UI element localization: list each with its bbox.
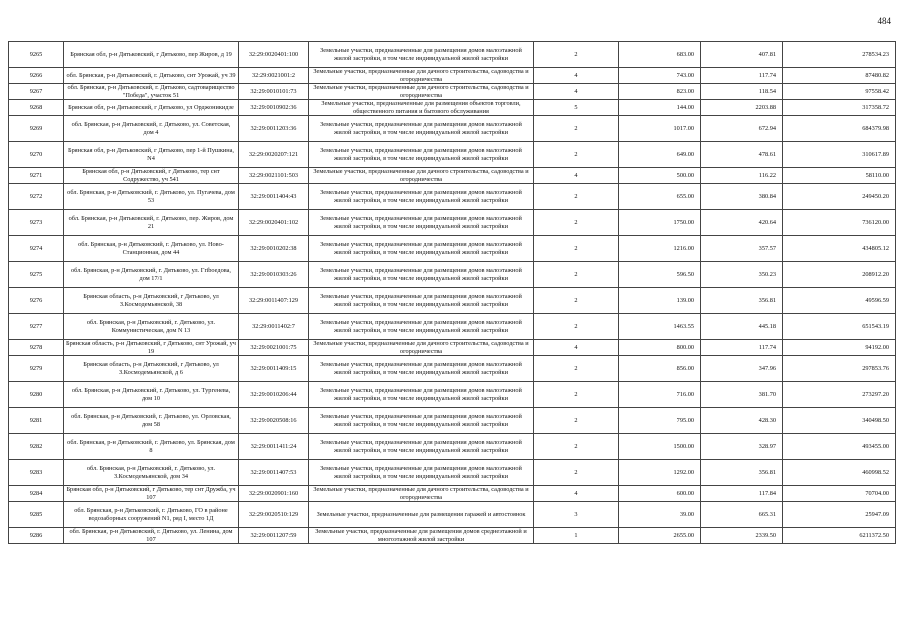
cadastral-value-cell: 25947.09 (783, 502, 896, 528)
cadastral-number-cell: 32:29:0021001:75 (239, 340, 309, 356)
row-number-cell: 9277 (9, 314, 64, 340)
address-cell: обл. Брянская, р-н Дятьковский, г. Дятьково, ул. Гribоедова, дом 17/1 (64, 262, 239, 288)
group-cell: 2 (534, 314, 619, 340)
row-number-cell: 9270 (9, 142, 64, 168)
group-cell: 2 (534, 356, 619, 382)
table-body (9, 42, 896, 544)
table-row (9, 434, 896, 460)
address-cell: обл. Брянская, р-н Дятьковский, г. Дятьково, снт Урожай, уч 39 (64, 68, 239, 84)
group-cell: 2 (534, 142, 619, 168)
specific-value-cell: 347.96 (701, 356, 783, 382)
table-row (9, 486, 896, 502)
area-cell: 596.50 (619, 262, 701, 288)
table-row (9, 116, 896, 142)
page-number: 484 (877, 16, 891, 26)
land-use-cell: Земельные участки, предназначенные для размещения объектов торговли, общественного питания и бытового обслуживания (309, 100, 534, 116)
specific-value-cell: 407.81 (701, 42, 783, 68)
address-cell: обл. Брянская, р-н Дятьковский, г. Дятьково, пер. Жиров, дом 21 (64, 210, 239, 236)
cadastral-number-cell: 32:29:0011404:43 (239, 184, 309, 210)
area-cell: 500.00 (619, 168, 701, 184)
specific-value-cell: 356.81 (701, 460, 783, 486)
area-cell: 1750.00 (619, 210, 701, 236)
table-row (9, 84, 896, 100)
specific-value-cell: 357.57 (701, 236, 783, 262)
specific-value-cell: 2203.88 (701, 100, 783, 116)
land-use-cell: Земельные участки, предназначенные для размещения домов малоэтажной жилой застройки, в том числе индивидуальной жилой застройки (309, 408, 534, 434)
group-cell: 5 (534, 100, 619, 116)
area-cell: 683.00 (619, 42, 701, 68)
area-cell: 1500.00 (619, 434, 701, 460)
cadastral-value-cell: 70704.00 (783, 486, 896, 502)
address-cell: обл. Брянская, р-н Дятьковский, г. Дятьково, ул. Коммунистическая, дом N 13 (64, 314, 239, 340)
land-use-cell: Земельные участки, предназначенные для размещения домов малоэтажной жилой застройки, в том числе индивидуальной жилой застройки (309, 210, 534, 236)
cadastral-number-cell: 32:29:0011203:36 (239, 116, 309, 142)
land-use-cell: Земельные участки, предназначенные для дачного строительства, садоводства и огородничества (309, 340, 534, 356)
row-number-cell: 9276 (9, 288, 64, 314)
group-cell: 4 (534, 168, 619, 184)
row-number-cell: 9268 (9, 100, 64, 116)
table-row (9, 408, 896, 434)
address-cell: Брянская область, р-н Дятьковский, г Дятьково, ул З.Космодемьянской, д 6 (64, 356, 239, 382)
address-cell: Брянская обл, р-н Дятьковский, г Дятьково, пер 1-й Пушкина, N4 (64, 142, 239, 168)
land-use-cell: Земельные участки, предназначенные для размещения домов малоэтажной жилой застройки, в том числе индивидуальной жилой застройки (309, 434, 534, 460)
cadastral-number-cell: 32:29:0021001:2 (239, 68, 309, 84)
area-cell: 800.00 (619, 340, 701, 356)
area-cell: 1017.00 (619, 116, 701, 142)
table-row (9, 314, 896, 340)
address-cell: обл. Брянская, р-н Дятьковский, г. Дятьково, ул. З.Космодемьянской, дом 34 (64, 460, 239, 486)
land-use-cell: Земельные участки, предназначенные для размещения домов малоэтажной жилой застройки, в том числе индивидуальной жилой застройки (309, 42, 534, 68)
cadastral-value-cell: 49596.59 (783, 288, 896, 314)
cadastral-number-cell: 32:29:0011407:129 (239, 288, 309, 314)
land-use-cell: Земельные участки, предназначенные для размещения домов малоэтажной жилой застройки, в том числе индивидуальной жилой застройки (309, 142, 534, 168)
group-cell: 2 (534, 42, 619, 68)
area-cell: 856.00 (619, 356, 701, 382)
table-row (9, 68, 896, 84)
group-cell: 4 (534, 84, 619, 100)
area-cell: 649.00 (619, 142, 701, 168)
address-cell: обл. Брянская, р-н Дятьковский, г. Дятьково, ул. Ново-Станционная, дом 44 (64, 236, 239, 262)
area-cell: 39.00 (619, 502, 701, 528)
cadastral-number-cell: 32:29:0011409:15 (239, 356, 309, 382)
specific-value-cell: 117.74 (701, 68, 783, 84)
cadastral-number-cell: 32:29:0010303:26 (239, 262, 309, 288)
cadastral-value-cell: 97558.42 (783, 84, 896, 100)
land-use-cell: Земельные участки, предназначенные для размещения гаражей и автостоянок (309, 502, 534, 528)
land-use-cell: Земельные участки, предназначенные для дачного строительства, садоводства и огородничества (309, 486, 534, 502)
specific-value-cell: 665.31 (701, 502, 783, 528)
row-number-cell: 9273 (9, 210, 64, 236)
cadastral-value-cell: 684379.98 (783, 116, 896, 142)
cadastral-value-cell: 434805.12 (783, 236, 896, 262)
row-number-cell: 9282 (9, 434, 64, 460)
area-cell: 600.00 (619, 486, 701, 502)
row-number-cell: 9284 (9, 486, 64, 502)
cadastral-number-cell: 32:29:0010101:73 (239, 84, 309, 100)
address-cell: обл. Брянская, р-н Дятьковский, г. Дятьково, ул. Тургенева, дом 10 (64, 382, 239, 408)
row-number-cell: 9267 (9, 84, 64, 100)
specific-value-cell: 356.81 (701, 288, 783, 314)
table-row (9, 528, 896, 544)
table-row (9, 356, 896, 382)
table-row (9, 210, 896, 236)
cadastral-number-cell: 32:29:0020901:160 (239, 486, 309, 502)
cadastral-number-cell: 32:29:0021101:503 (239, 168, 309, 184)
specific-value-cell: 445.18 (701, 314, 783, 340)
cadastral-value-cell: 493455.00 (783, 434, 896, 460)
cadastral-number-cell: 32:29:0010202:38 (239, 236, 309, 262)
land-use-cell: Земельные участки, предназначенные для размещения домов малоэтажной жилой застройки, в том числе индивидуальной жилой застройки (309, 356, 534, 382)
address-cell: Брянская обл, р-н Дятьковский, г Дятьково, тер снт Содружество, уч 541 (64, 168, 239, 184)
area-cell: 716.00 (619, 382, 701, 408)
land-use-cell: Земельные участки, предназначенные для размещения домов малоэтажной жилой застройки, в том числе индивидуальной жилой застройки (309, 314, 534, 340)
cadastral-value-cell: 736120.00 (783, 210, 896, 236)
group-cell: 4 (534, 68, 619, 84)
specific-value-cell: 428.30 (701, 408, 783, 434)
land-use-cell: Земельные участки, предназначенные для дачного строительства, садоводства и огородничества (309, 168, 534, 184)
group-cell: 2 (534, 382, 619, 408)
area-cell: 1216.00 (619, 236, 701, 262)
cadastral-number-cell: 32:29:0011411:24 (239, 434, 309, 460)
land-use-cell: Земельные участки, предназначенные для размещения домов малоэтажной жилой застройки, в том числе индивидуальной жилой застройки (309, 262, 534, 288)
group-cell: 2 (534, 288, 619, 314)
table-row (9, 340, 896, 356)
table-row (9, 288, 896, 314)
area-cell: 743.00 (619, 68, 701, 84)
land-use-cell: Земельные участки, предназначенные для размещения домов среднеэтажной и многоэтажной жилой застройки (309, 528, 534, 544)
group-cell: 2 (534, 116, 619, 142)
cadastral-value-cell: 340498.50 (783, 408, 896, 434)
address-cell: обл. Брянская, р-н Дятьковский, г. Дятьково, ул. Ленина, дом 107 (64, 528, 239, 544)
group-cell: 4 (534, 486, 619, 502)
cadastral-value-cell: 58110.00 (783, 168, 896, 184)
cadastral-number-cell: 32:29:0011407:53 (239, 460, 309, 486)
address-cell: Брянская обл, р-н Дятьковский, г Дятьково, тер снт Дружба, уч 107 (64, 486, 239, 502)
group-cell: 2 (534, 210, 619, 236)
table-row (9, 236, 896, 262)
area-cell: 795.00 (619, 408, 701, 434)
cadastral-value-cell: 297853.76 (783, 356, 896, 382)
row-number-cell: 9271 (9, 168, 64, 184)
table-row (9, 184, 896, 210)
row-number-cell: 9281 (9, 408, 64, 434)
area-cell: 1463.55 (619, 314, 701, 340)
cadastral-value-cell: 273297.20 (783, 382, 896, 408)
cadastral-number-cell: 32:29:0010902:36 (239, 100, 309, 116)
area-cell: 655.00 (619, 184, 701, 210)
specific-value-cell: 118.54 (701, 84, 783, 100)
land-registry-table (8, 41, 896, 544)
land-use-cell: Земельные участки, предназначенные для размещения домов малоэтажной жилой застройки, в том числе индивидуальной жилой застройки (309, 236, 534, 262)
land-use-cell: Земельные участки, предназначенные для размещения домов малоэтажной жилой застройки, в том числе индивидуальной жилой застройки (309, 288, 534, 314)
cadastral-value-cell: 6211372.50 (783, 528, 896, 544)
address-cell: Брянская обл, р-н Дятьковский, г Дятьково, пер Жиров, д 19 (64, 42, 239, 68)
table-row (9, 460, 896, 486)
area-cell: 823.00 (619, 84, 701, 100)
table-row (9, 100, 896, 116)
address-cell: обл. Брянская, р-н Дятьковский, г. Дятьково, ул. Советская, дом 4 (64, 116, 239, 142)
address-cell: обл. Брянская, р-н Дятьковский, г. Дятьково, ГО в районе водозаборных сооружений N1, ряд I, место 1Д (64, 502, 239, 528)
row-number-cell: 9279 (9, 356, 64, 382)
specific-value-cell: 478.61 (701, 142, 783, 168)
table-row (9, 262, 896, 288)
land-use-cell: Земельные участки, предназначенные для дачного строительства, садоводства и огородничества (309, 68, 534, 84)
address-cell: обл. Брянская, р-н Дятьковский, г. Дятьково, ул. Брянская, дом 8 (64, 434, 239, 460)
specific-value-cell: 420.64 (701, 210, 783, 236)
specific-value-cell: 117.84 (701, 486, 783, 502)
cadastral-number-cell: 32:29:0020207:121 (239, 142, 309, 168)
row-number-cell: 9274 (9, 236, 64, 262)
address-cell: Брянская обл, р-н Дятьковский, г Дятьково, ул Орджоникидзе (64, 100, 239, 116)
specific-value-cell: 350.23 (701, 262, 783, 288)
row-number-cell: 9280 (9, 382, 64, 408)
group-cell: 2 (534, 460, 619, 486)
specific-value-cell: 328.97 (701, 434, 783, 460)
group-cell: 2 (534, 262, 619, 288)
row-number-cell: 9286 (9, 528, 64, 544)
row-number-cell: 9283 (9, 460, 64, 486)
cadastral-value-cell: 278534.23 (783, 42, 896, 68)
row-number-cell: 9285 (9, 502, 64, 528)
table-row (9, 142, 896, 168)
area-cell: 2655.00 (619, 528, 701, 544)
land-use-cell: Земельные участки, предназначенные для размещения домов малоэтажной жилой застройки, в том числе индивидуальной жилой застройки (309, 116, 534, 142)
cadastral-number-cell: 32:29:0011207:59 (239, 528, 309, 544)
specific-value-cell: 380.84 (701, 184, 783, 210)
group-cell: 2 (534, 236, 619, 262)
table-row (9, 168, 896, 184)
cadastral-value-cell: 317358.72 (783, 100, 896, 116)
address-cell: обл. Брянская, р-н Дятьковский, г. Дятьково, ул. Пугачева, дом 53 (64, 184, 239, 210)
specific-value-cell: 116.22 (701, 168, 783, 184)
cadastral-value-cell: 651543.19 (783, 314, 896, 340)
address-cell: Брянская область, р-н Дятьковский, г Дятьково, снт Урожай, уч 19 (64, 340, 239, 356)
group-cell: 1 (534, 528, 619, 544)
land-use-cell: Земельные участки, предназначенные для размещения домов малоэтажной жилой застройки, в том числе индивидуальной жилой застройки (309, 382, 534, 408)
group-cell: 3 (534, 502, 619, 528)
address-cell: обл. Брянская, р-н Дятьковский, г. Дятьково, садтоварищество "Победа", участок 51 (64, 84, 239, 100)
table-row (9, 42, 896, 68)
cadastral-number-cell: 32:29:0020401:100 (239, 42, 309, 68)
address-cell: обл. Брянская, р-н Дятьковский, г. Дятьково, ул. Орловская, дом 58 (64, 408, 239, 434)
group-cell: 2 (534, 434, 619, 460)
land-use-cell: Земельные участки, предназначенные для размещения домов малоэтажной жилой застройки, в том числе индивидуальной жилой застройки (309, 184, 534, 210)
specific-value-cell: 117.74 (701, 340, 783, 356)
cadastral-value-cell: 208912.20 (783, 262, 896, 288)
address-cell: Брянская область, р-н Дятьковский, г Дятьково, ул З.Космодемьянской, 38 (64, 288, 239, 314)
row-number-cell: 9272 (9, 184, 64, 210)
cadastral-number-cell: 32:29:0010206:44 (239, 382, 309, 408)
area-cell: 144.00 (619, 100, 701, 116)
cadastral-number-cell: 32:29:0020508:16 (239, 408, 309, 434)
specific-value-cell: 381.70 (701, 382, 783, 408)
table-row (9, 382, 896, 408)
row-number-cell: 9266 (9, 68, 64, 84)
specific-value-cell: 672.94 (701, 116, 783, 142)
land-use-cell: Земельные участки, предназначенные для дачного строительства, садоводства и огородничества (309, 84, 534, 100)
cadastral-number-cell: 32:29:0020510:129 (239, 502, 309, 528)
cadastral-value-cell: 249450.20 (783, 184, 896, 210)
cadastral-value-cell: 87480.82 (783, 68, 896, 84)
cadastral-value-cell: 310617.89 (783, 142, 896, 168)
area-cell: 1292.00 (619, 460, 701, 486)
specific-value-cell: 2339.50 (701, 528, 783, 544)
row-number-cell: 9269 (9, 116, 64, 142)
group-cell: 2 (534, 184, 619, 210)
row-number-cell: 9265 (9, 42, 64, 68)
table-row (9, 502, 896, 528)
cadastral-number-cell: 32:29:0011402:7 (239, 314, 309, 340)
cadastral-value-cell: 460998.52 (783, 460, 896, 486)
row-number-cell: 9275 (9, 262, 64, 288)
land-use-cell: Земельные участки, предназначенные для размещения домов малоэтажной жилой застройки, в том числе индивидуальной жилой застройки (309, 460, 534, 486)
group-cell: 2 (534, 408, 619, 434)
row-number-cell: 9278 (9, 340, 64, 356)
area-cell: 139.00 (619, 288, 701, 314)
group-cell: 4 (534, 340, 619, 356)
cadastral-value-cell: 94192.00 (783, 340, 896, 356)
cadastral-number-cell: 32:29:0020401:102 (239, 210, 309, 236)
